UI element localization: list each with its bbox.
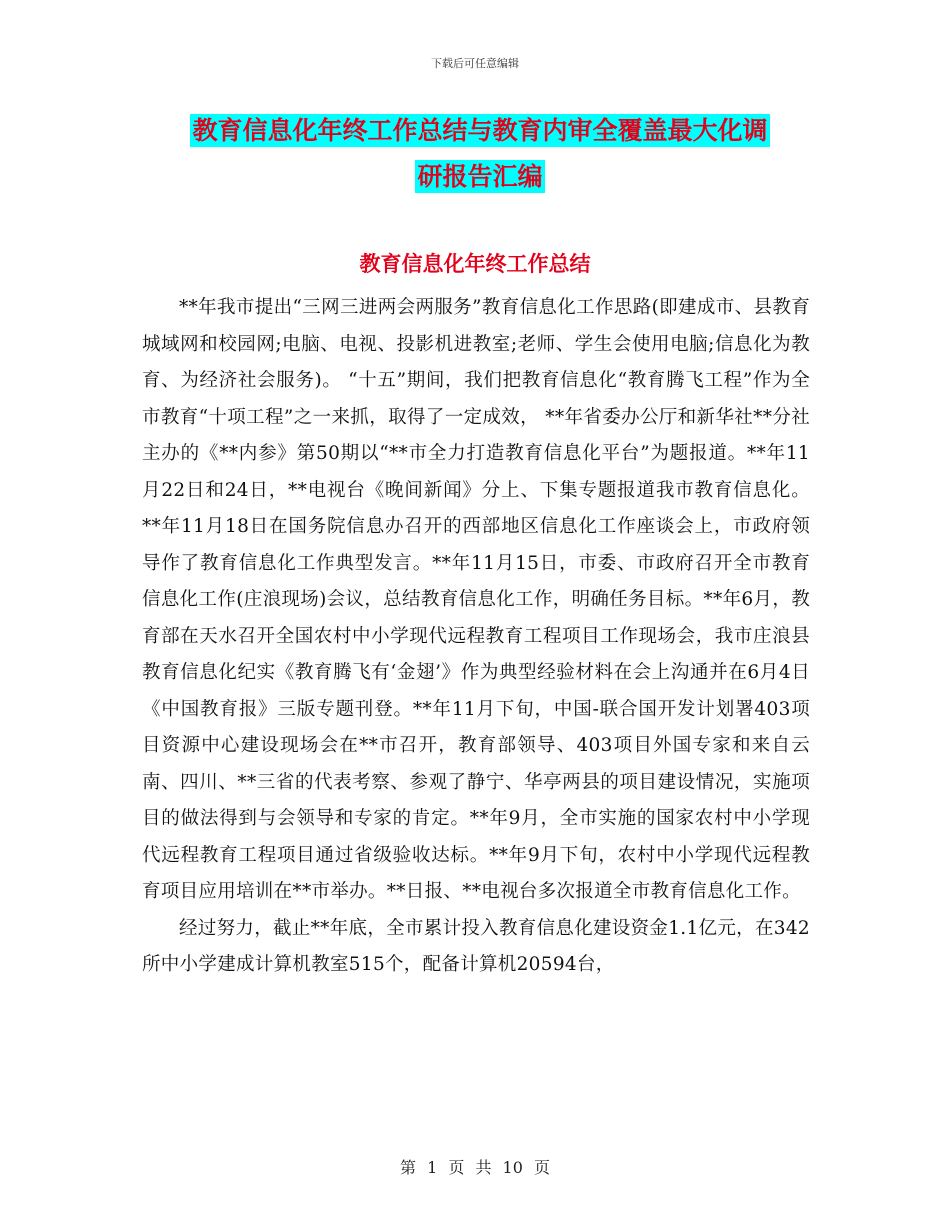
paragraph-1: **年我市提出“三网三进两会两服务”教育信息化工作思路(即建成市、县教育城域网和校园网;电脑、电视、投影机进教室;老师、学生会使用电脑;信息化为教育、为经济社会服务)。 “十五”期间，我们把教育信息化“教育腾飞工程”作为全市教育“十项工程”之一来抓，取得了一定成效， **年省委办公厅和新华社**分社主办的《**内参》第50期以“**市全力打造教育信息化平台”为题报道。**年11月22日和24日，**电视台《晚间新闻》分上、下集专题报道我市教育信息化。**年11月18日在国务院信息办召开的西部地区信息化工作座谈会上，市政府领导作了教育信息化工作典型发言。**年11月15日，市委、市政府召开全市教育信息化工作(庄浪现场)会议，总结教育信息化工作，明确任务目标。**年6月，教育部在天水召开全国农村中小学现代远程教育工程项目工作现场会，我市庄浪县教育信息化纪实《教育腾飞有‘金翅’》作为典型经验材料在会上沟通并在6月4日《中国教育报》三版专题刊登。**年11月下旬，中国-联合国开发计划署403项目资源中心建设现场会在**市召开，教育部领导、403项目外国专家和来自云南、四川、**三省的代表考察、参观了静宁、华亭两县的项目建设情况，实施项目的做法得到与会领导和专家的肯定。**年9月，全市实施的国家农村中小学现代远程教育工程项目通过省级验收达标。**年9月下旬，农村中小学现代远程教育项目应用培训在**市举办。**日报、**电视台多次报道全市教育信息化工作。	[142, 297, 810, 902]
header-note: 下载后可任意编辑	[431, 57, 519, 70]
page-footer: 第 1 页 共 10 页	[400, 1158, 550, 1177]
paragraph-2: 经过努力，截止**年底，全市累计投入教育信息化建设资金1.1亿元，在342所中小学建成计算机教室515个，配备计算机20594台，	[142, 917, 810, 975]
main-title-line2: 研报告汇编	[417, 162, 543, 191]
body-text	[142, 290, 810, 984]
main-title-line1: 教育信息化年终工作总结与教育内审全覆盖最大化调	[192, 116, 768, 145]
section-title: 教育信息化年终工作总结	[359, 252, 591, 276]
main-title	[140, 108, 820, 200]
